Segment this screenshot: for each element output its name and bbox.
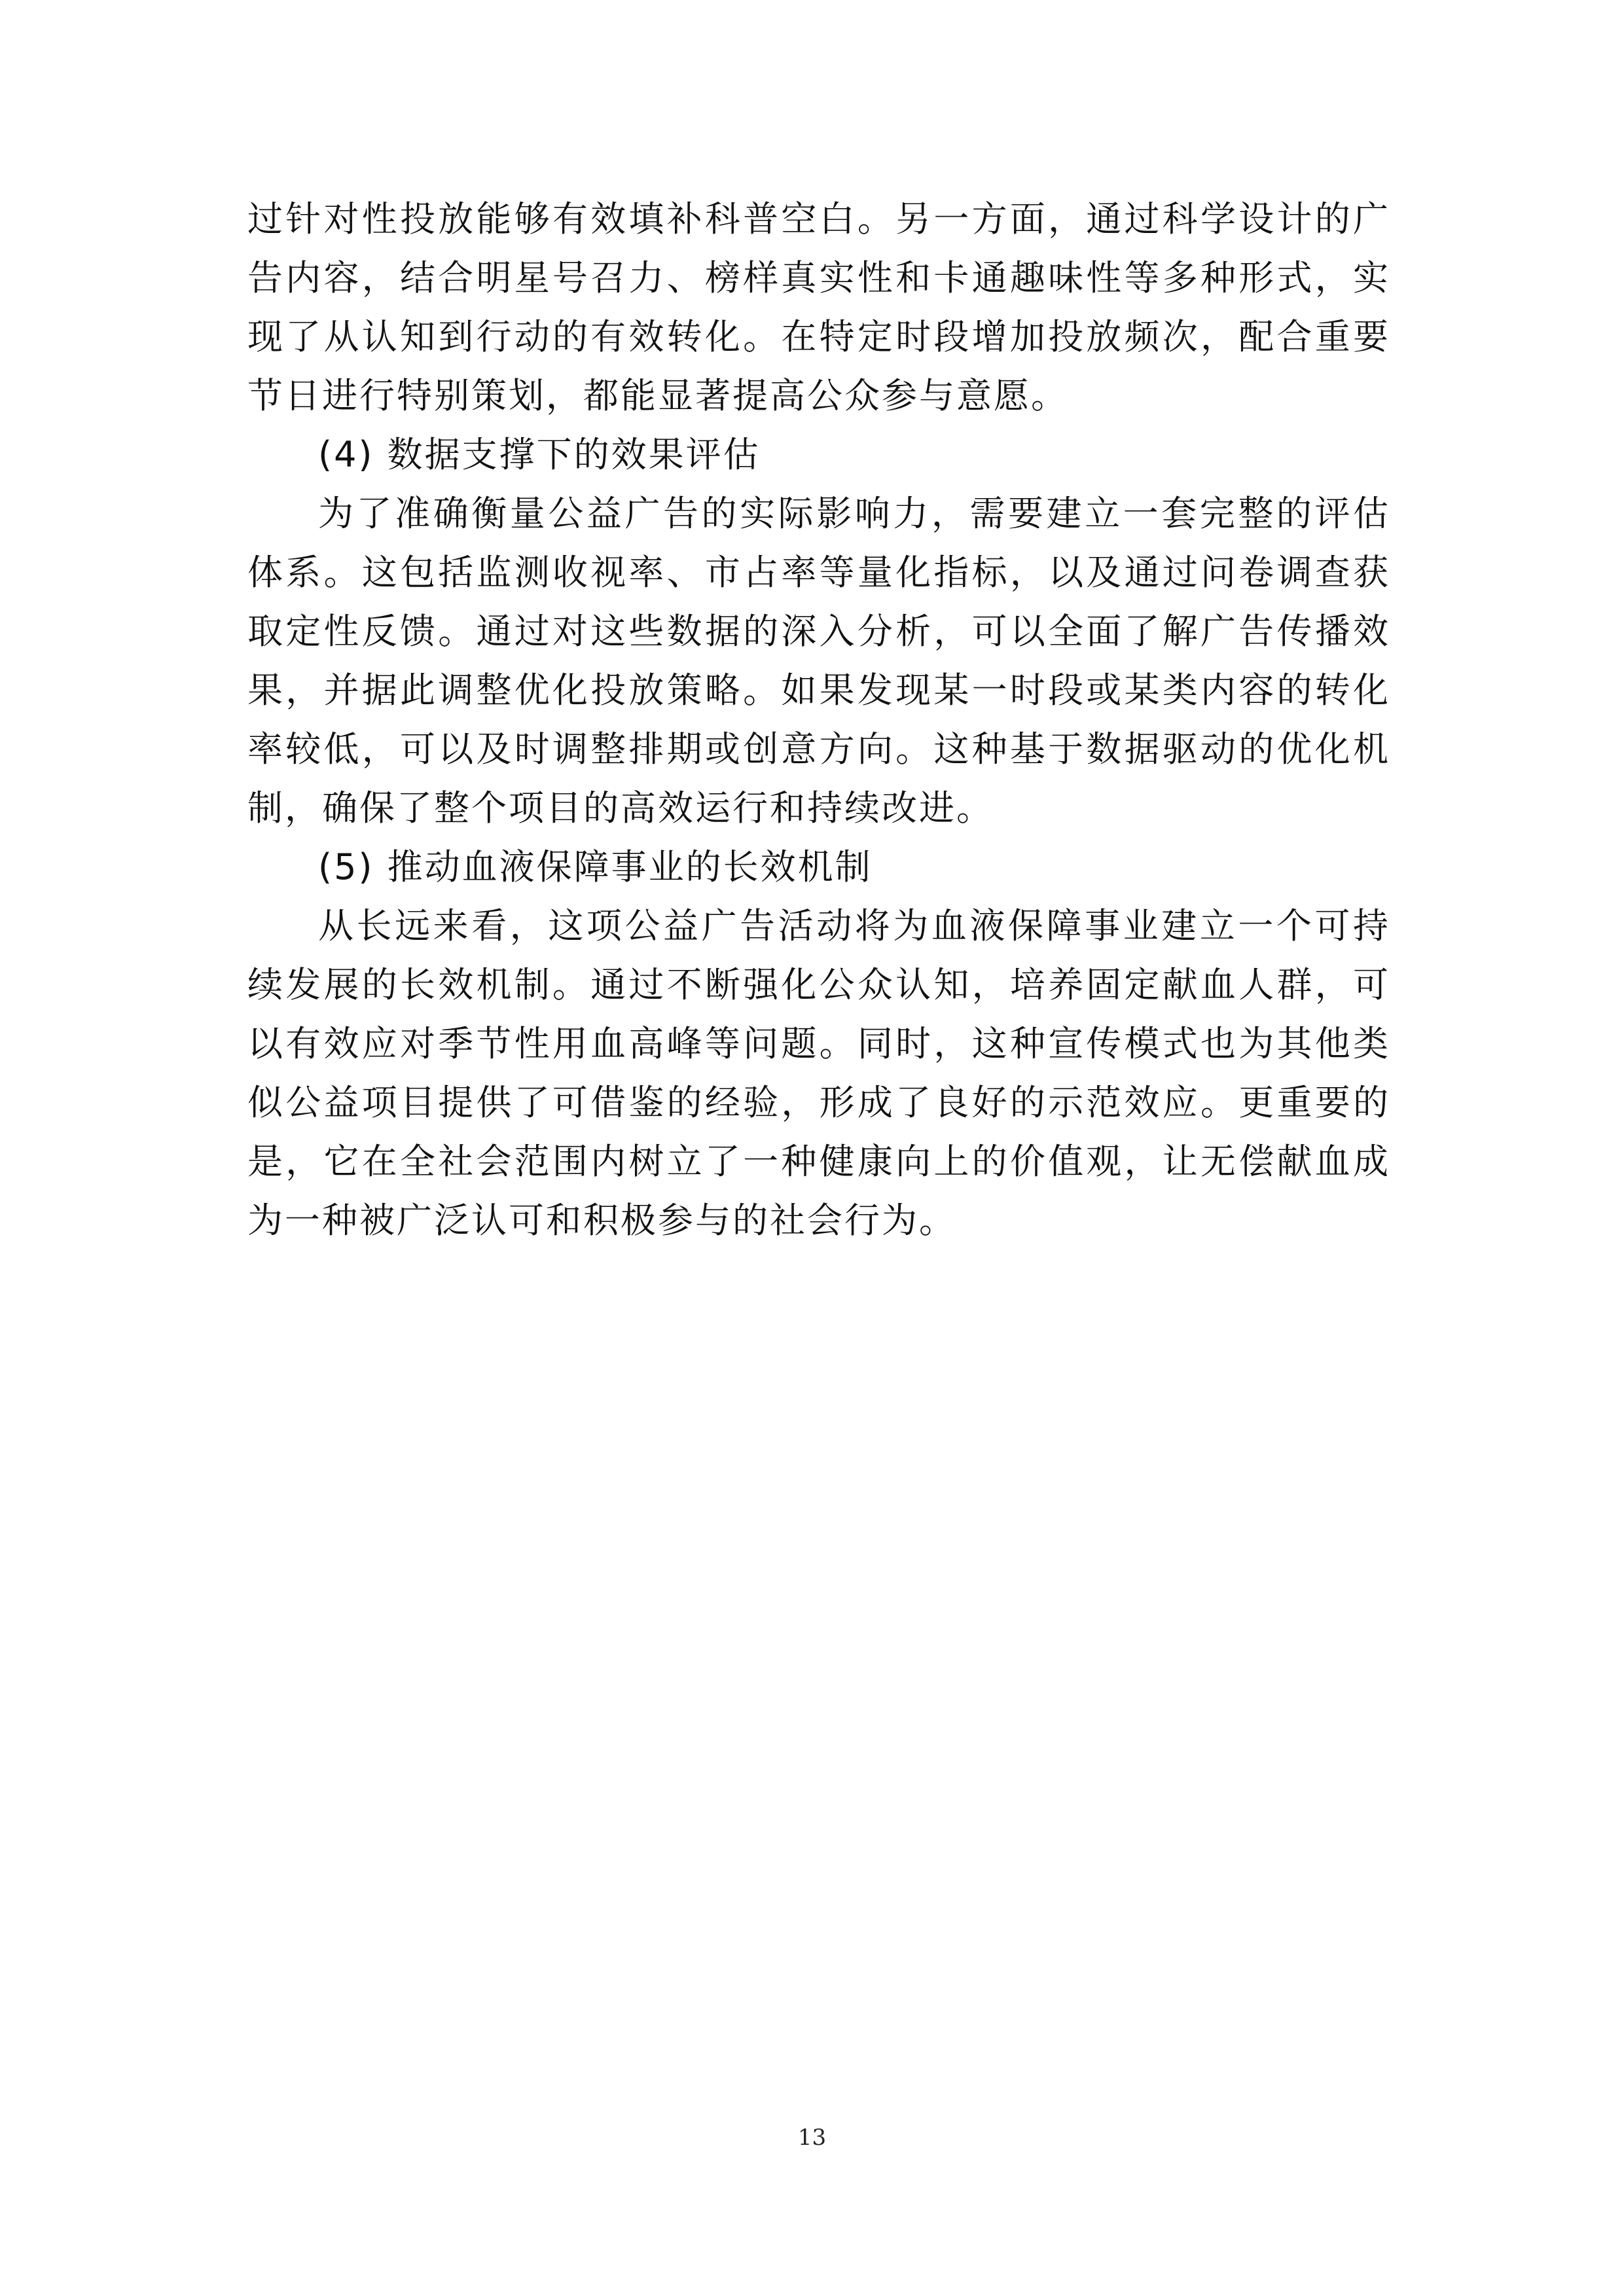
paragraph-effect-evaluation: 为了准确衡量公益广告的实际影响力，需要建立一套完整的评估体系。这包括监测收视率、市占率等量化指标，以及通过问卷调查获取定性反馈。通过对这些数据的深入分析，可以全面了解广告传播效果，并据此调整优化投放策略。如果发现某一时段或某类内容的转化率较低，可以及时调整排期或创意方向。这种基于数据驱动的优化机制，确保了整个项目的高效运行和持续改进。 (247, 493, 1390, 829)
page-number: 13 (797, 2125, 827, 2151)
section-heading-4: (4) 数据支撑下的效果评估 (318, 434, 761, 475)
paragraph-continuation: 过针对性投放能够有效填补科普空白。另一方面，通过科学设计的广告内容，结合明星号召力、榜样真实性和卡通趣味性等多种形式，实现了从认知到行动的有效转化。在特定时段增加投放频次，配合重要节日进行特别策划，都能显著提高公众参与意愿。 (247, 198, 1390, 416)
body-text (247, 190, 1390, 1250)
section-heading-5: (5) 推动血液保障事业的长效机制 (318, 846, 873, 888)
paragraph-long-term-mechanism: 从长远来看，这项公益广告活动将为血液保障事业建立一个可持续发展的长效机制。通过不断强化公众认知，培养固定献血人群，可以有效应对季节性用血高峰等问题。同时，这种宣传模式也为其他类似公益项目提供了可借鉴的经验，形成了良好的示范效应。更重要的是，它在全社会范围内树立了一种健康向上的价值观，让无偿献血成为一种被广泛认可和积极参与的社会行为。 (247, 905, 1390, 1241)
